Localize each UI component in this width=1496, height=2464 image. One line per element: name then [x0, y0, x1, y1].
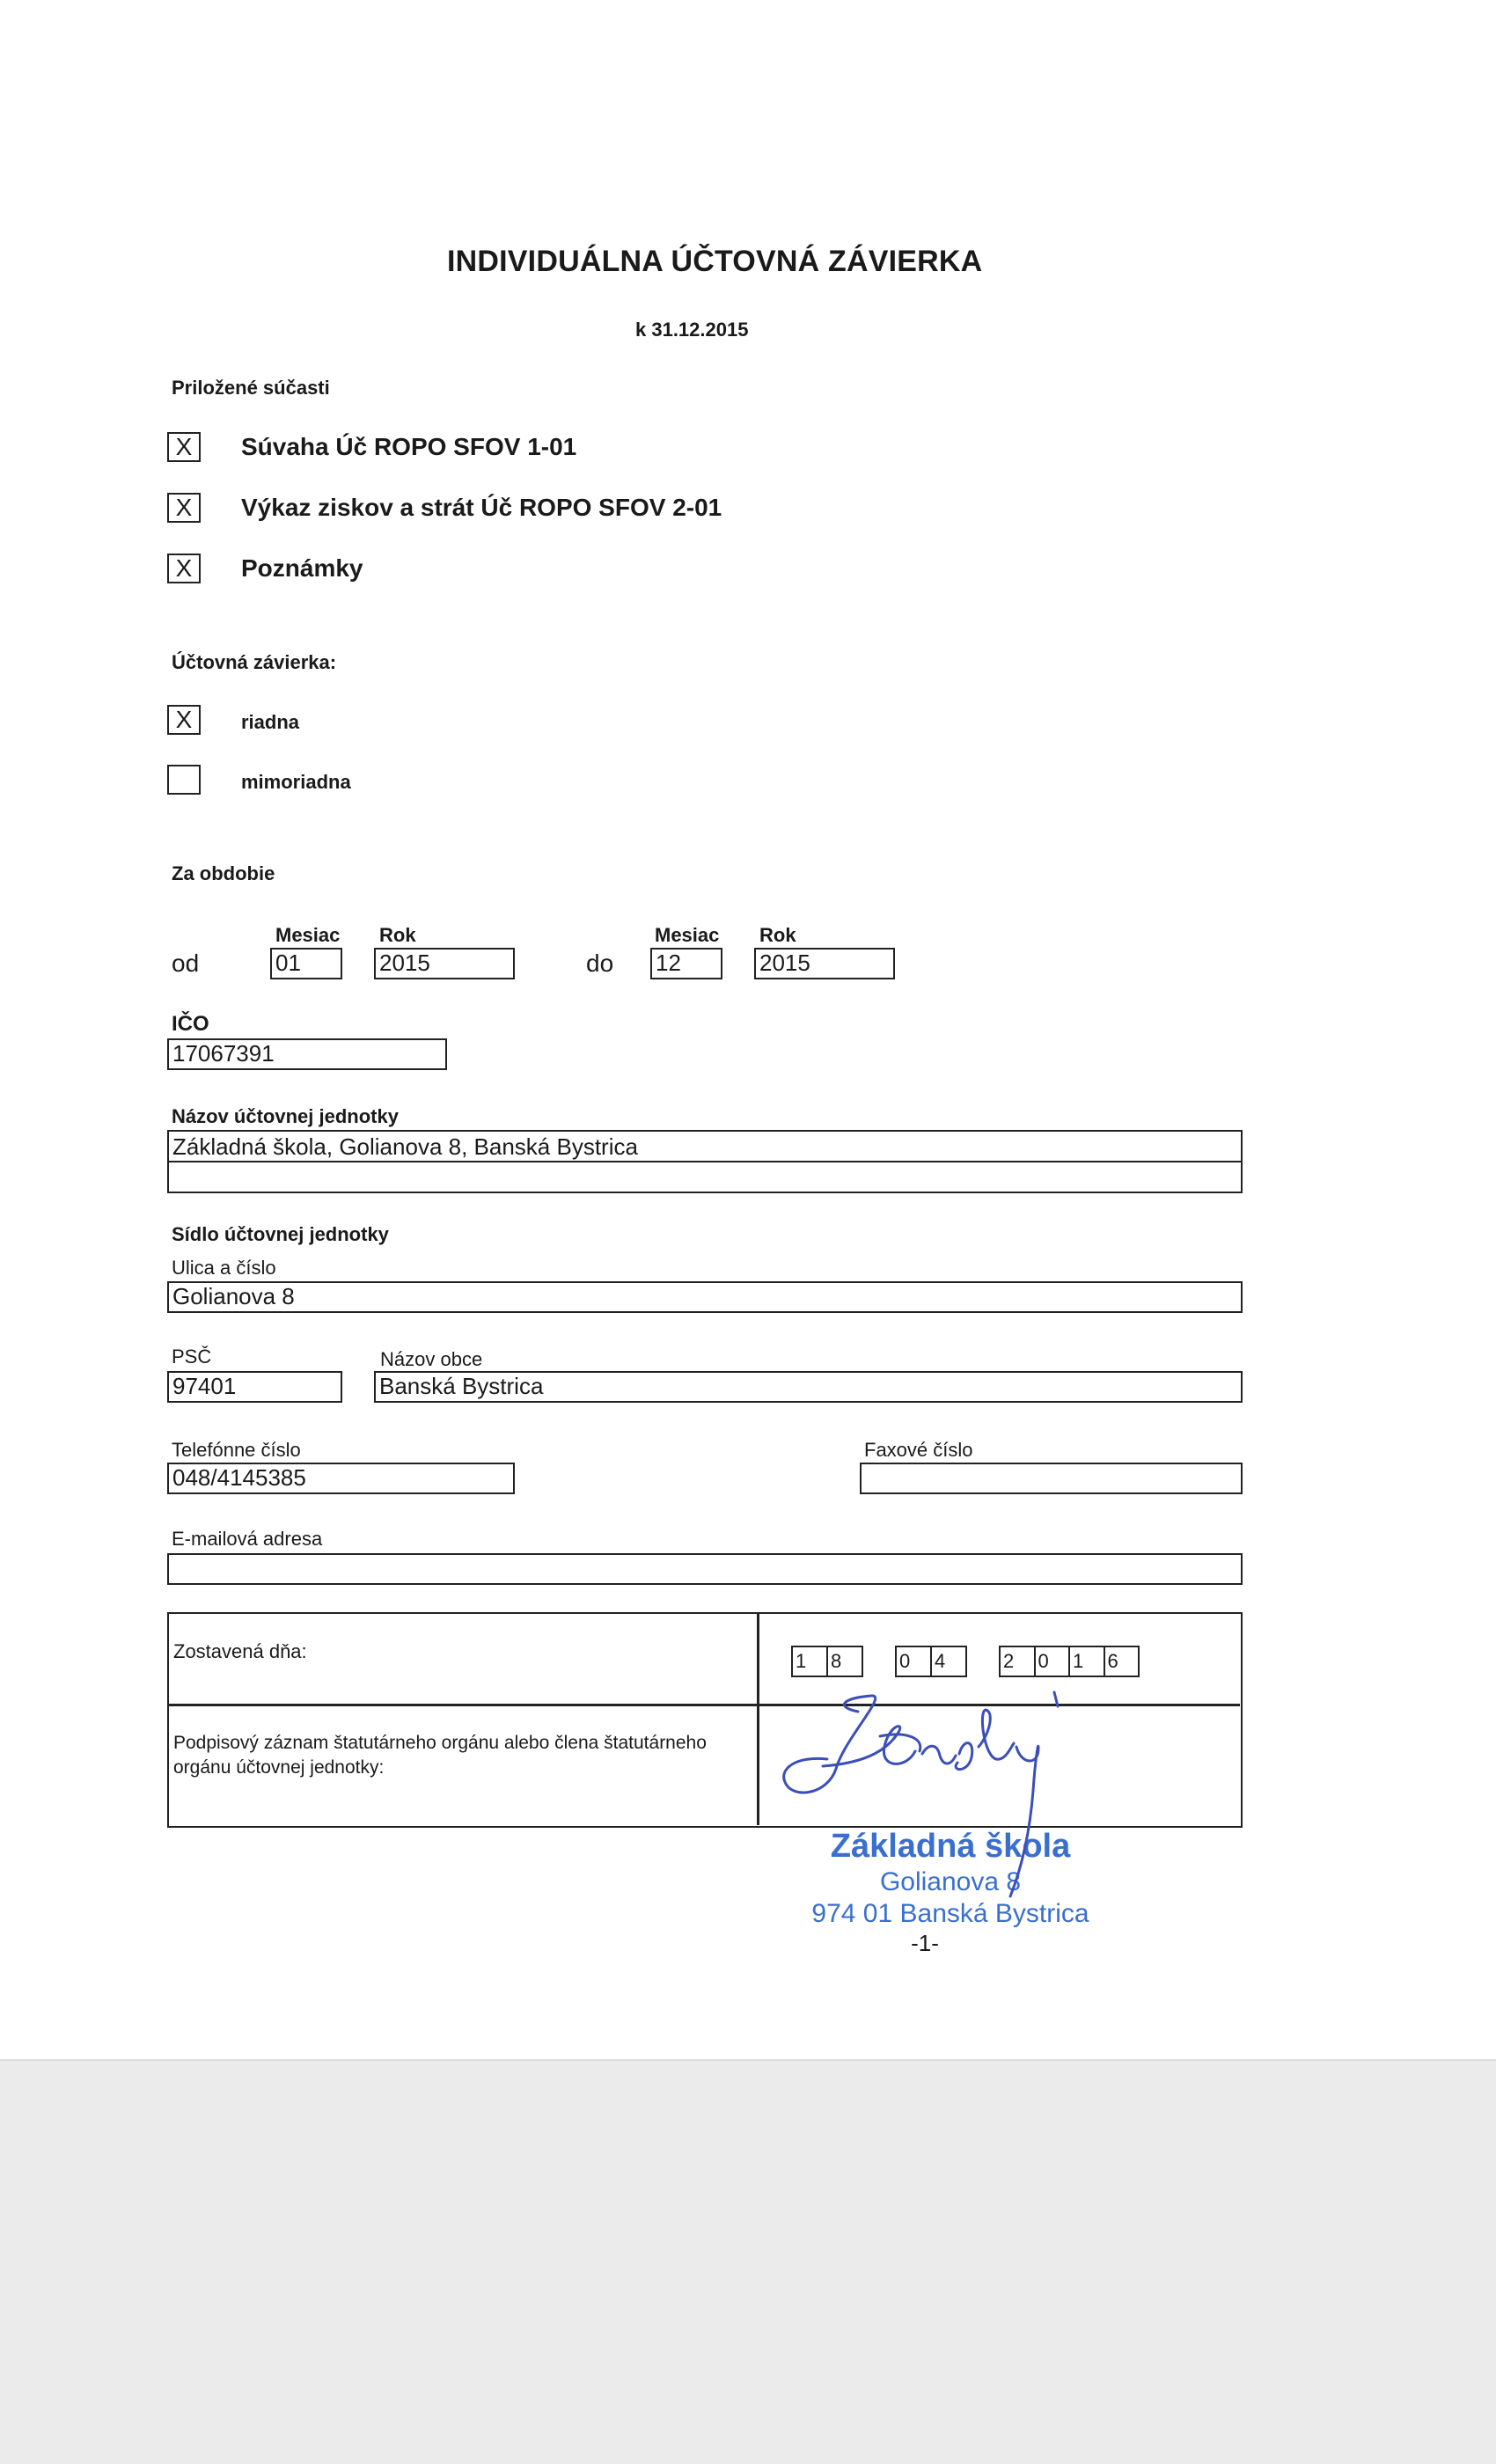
from-month-field[interactable]: 01 — [270, 948, 342, 979]
entity-name-label: Názov účtovnej jednotky — [172, 1105, 399, 1127]
from-label: od — [172, 950, 200, 977]
to-month-field[interactable]: 12 — [650, 948, 722, 979]
from-month-label: Mesiac — [275, 924, 341, 946]
handwritten-signature — [774, 1685, 1091, 1949]
table-divider-vertical — [757, 1614, 759, 1825]
street-field[interactable]: Golianova 8 — [167, 1281, 1243, 1313]
to-year-field[interactable]: 2015 — [754, 948, 895, 979]
date-year-field[interactable] — [999, 1646, 1140, 1677]
entity-name-line2 — [169, 1162, 1241, 1192]
signature-label-line2: orgánu účtovnej jednotky: — [173, 1757, 385, 1778]
checkbox-mimoriadna[interactable] — [167, 765, 201, 795]
date-day-digit-2: 8 — [826, 1647, 862, 1676]
address-heading: Sídlo účtovnej jednotky — [172, 1223, 389, 1245]
psc-field[interactable]: 97401 — [167, 1371, 342, 1403]
date-day-field[interactable] — [791, 1646, 863, 1677]
city-field[interactable]: Banská Bystrica — [374, 1371, 1243, 1403]
date-month-digit-2: 4 — [930, 1647, 965, 1676]
date-year-digit-4: 6 — [1104, 1647, 1139, 1676]
stamp-line1: Základná škola — [830, 1828, 1071, 1865]
date-year-digit-3: 1 — [1068, 1647, 1104, 1676]
attachment-label-poznamky: Poznámky — [241, 554, 363, 582]
from-year-label: Rok — [379, 924, 416, 946]
compiled-label: Zostavená dňa: — [173, 1640, 307, 1662]
email-label: E-mailová adresa — [172, 1528, 323, 1550]
date-year-digit-2: 0 — [1034, 1647, 1069, 1676]
fax-field[interactable] — [860, 1463, 1243, 1494]
checkbox-suvaha[interactable]: X — [167, 432, 201, 462]
psc-label: PSČ — [172, 1346, 212, 1368]
date-year-digit-1: 2 — [1003, 1650, 1015, 1672]
to-year-label: Rok — [759, 924, 796, 946]
attachment-label-suvaha: Súvaha Úč ROPO SFOV 1-01 — [241, 433, 577, 460]
checkbox-riadna[interactable]: X — [167, 705, 201, 735]
date-line: k 31.12.2015 — [635, 319, 749, 341]
period-heading: Za obdobie — [172, 862, 275, 884]
signature-label-line1: Podpisový záznam štatutárneho orgánu alebo člena štatutárneho — [173, 1733, 707, 1753]
stamp-line2: Golianova 8 — [879, 1867, 1022, 1896]
phone-field[interactable]: 048/4145385 — [167, 1463, 515, 1494]
document-title: INDIVIDUÁLNA ÚČTOVNÁ ZÁVIERKA — [447, 245, 983, 278]
option-label-mimoriadna: mimoriadna — [241, 771, 351, 793]
ico-field[interactable]: 17067391 — [167, 1038, 447, 1070]
option-label-riadna: riadna — [241, 711, 300, 733]
checkbox-poznamky[interactable]: X — [167, 554, 201, 583]
date-day-digit-1: 1 — [796, 1650, 807, 1672]
signature-label — [173, 1731, 707, 1780]
entity-name-line1: Základná škola, Golianova 8, Banská Bystrica — [169, 1132, 1241, 1162]
date-month-digit-1: 0 — [899, 1650, 911, 1672]
fax-label: Faxové číslo — [864, 1439, 973, 1461]
email-field[interactable] — [167, 1553, 1243, 1585]
entity-name-field[interactable] — [167, 1130, 1243, 1193]
city-label: Názov obce — [380, 1348, 483, 1370]
ico-label: IČO — [172, 1012, 209, 1036]
phone-label: Telefónne číslo — [172, 1439, 301, 1461]
to-month-label: Mesiac — [655, 924, 720, 946]
attachments-heading: Priložené súčasti — [172, 377, 330, 399]
street-label: Ulica a číslo — [172, 1257, 276, 1279]
date-month-field[interactable] — [895, 1646, 967, 1677]
from-year-field[interactable]: 2015 — [374, 948, 515, 979]
checkbox-vykaz[interactable]: X — [167, 493, 201, 523]
stamp-line3: 974 01 Banská Bystrica — [811, 1899, 1089, 1928]
to-label: do — [586, 950, 614, 977]
statement-type-heading: Účtovná závierka: — [172, 651, 337, 673]
attachment-label-vykaz: Výkaz ziskov a strát Úč ROPO SFOV 2-01 — [241, 494, 722, 521]
page-number: -1- — [911, 1930, 939, 1956]
